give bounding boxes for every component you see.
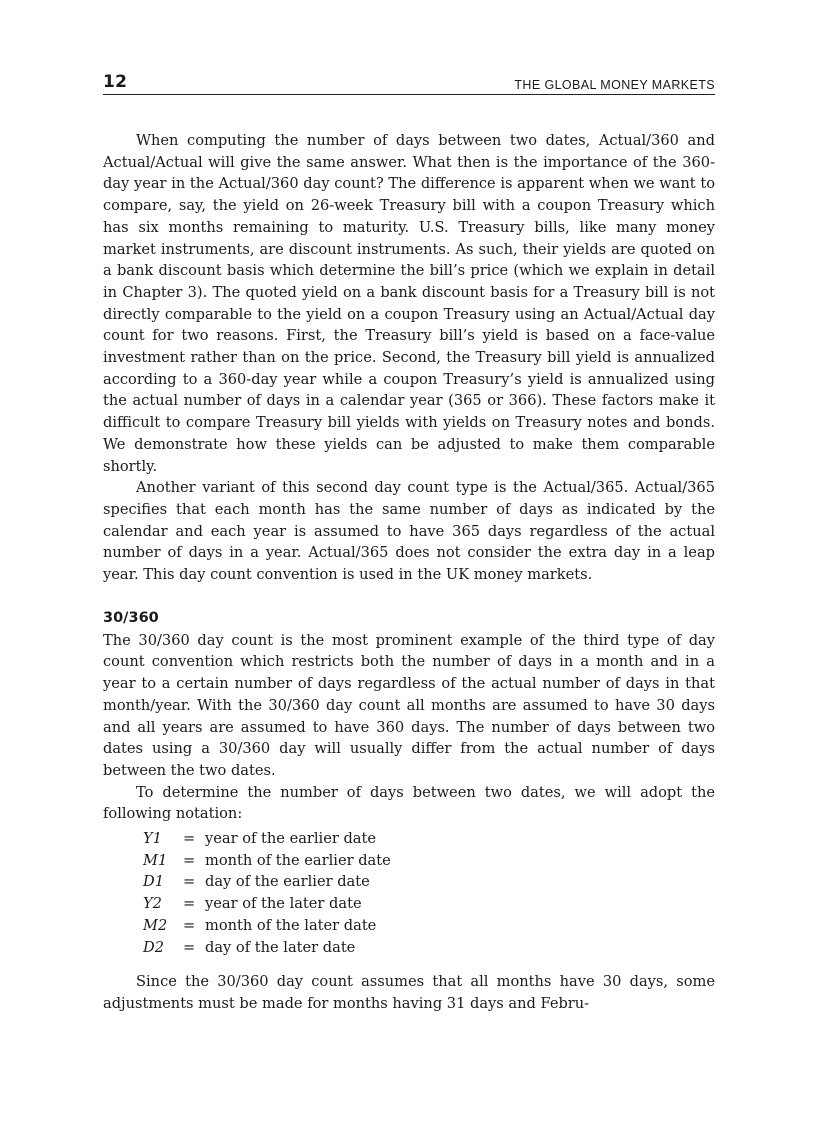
notation-symbol: Y2 <box>143 895 162 913</box>
paragraph-actual-360-comparison: When computing the number of days between two dates, Actual/360 and Actual/Actual will give the same answer. What then is the importance of the 360-day year in the Actual/360 day count? The difference is apparent when we want to compare, say, the yield on 26-week Treasury bill with a coupon Treasury which has six months remaining to maturity. U.S. Treasury bills, like many money market instruments, are discount instruments. As such, their yields are quoted on a bank discount basis which determine the bill’s price (which we explain in detail in Chapter 3). The quoted yield on a bank discount basis for a Treasury bill is not directly comparable to the yield on a coupon Treasury using an Actual/​Actual day count for two reasons. First, the Treasury bill’s yield is based on a face-value investment rather than on the price. Second, the Treasury bill yield is annualized according to a 360-day year while a coupon Treasury’s yield is annualized using the actual number of days in a calendar year (365 or 366). These factors make it difficult to compare Treasury bill yields with yields on Treasury notes and bonds. We demonstrate how these yields can be adjusted to make them comparable shortly. <box>103 132 715 475</box>
notation-row <box>143 828 715 850</box>
equals-sign: = <box>183 895 196 913</box>
notation-symbol: D1 <box>143 873 164 891</box>
notation-symbol: M1 <box>143 851 168 869</box>
notation-symbol: Y1 <box>143 830 162 848</box>
equals-sign: = <box>183 873 196 891</box>
notation-definition: day of the earlier date <box>205 873 370 891</box>
notation-definition: year of the later date <box>205 895 362 913</box>
book-page <box>103 70 715 1015</box>
notation-symbol: D2 <box>143 938 164 956</box>
notation-row <box>143 937 715 959</box>
equals-sign: = <box>183 830 196 848</box>
equals-sign: = <box>183 851 196 869</box>
notation-definition: day of the later date <box>205 938 356 956</box>
paragraph-actual-365: Another variant of this second day count type is the Actual/365. Actual/​365 specifies that each month has the same number of days as indicated by the calendar and each year is assumed to have 365 days regardless of the actual number of days in a year. Actual/365 does not consider the extra day in a leap year. This day count convention is used in the UK money markets. <box>103 479 715 584</box>
equals-sign: = <box>183 916 196 934</box>
notation-row <box>143 871 715 893</box>
paragraph-30-day-adjustments: Since the 30/360 day count assumes that all months have 30 days, some adjustments must be made for months having 31 days and Febru- <box>103 973 715 1012</box>
equals-sign: = <box>183 938 196 956</box>
paragraph-notation-intro: To determine the number of days between two dates, we will adopt the following notation: <box>103 783 715 823</box>
notation-definition: month of the later date <box>205 916 377 934</box>
notation-row <box>143 893 715 915</box>
section-heading-30-360: 30/360 <box>103 609 159 626</box>
notation-symbol: M2 <box>143 916 168 934</box>
paragraph-30-360-definition: The 30/360 day count is the most prominent example of the third type of day count convention which restricts both the number of days in a month and in a year to a certain number of days regardless of the actual number of days in that month/year. With the 30/360 day count all months are assumed to have 30 days and all years are assumed to have 360 days. The number of days between two dates using a 30/360 day will usually differ from the actual number of days between the two dates. <box>103 631 715 779</box>
running-header <box>103 70 715 95</box>
body-text <box>103 130 715 1015</box>
notation-row <box>143 915 715 937</box>
running-title: THE GLOBAL MONEY MARKETS <box>514 78 715 92</box>
notation-definition: month of the earlier date <box>205 851 391 869</box>
notation-definition: year of the earlier date <box>205 830 377 848</box>
notation-row <box>143 850 715 872</box>
page-number: 12 <box>103 72 128 92</box>
notation-list <box>143 828 715 958</box>
